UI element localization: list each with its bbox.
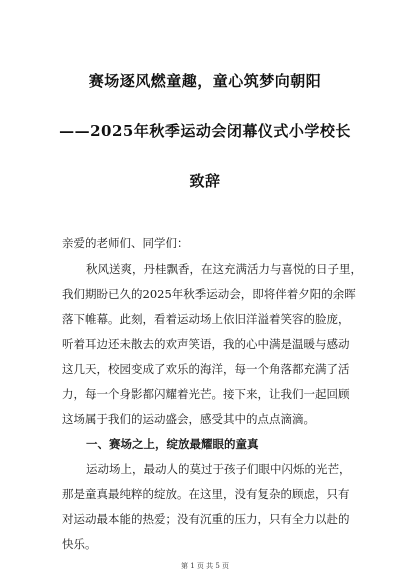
paragraph-2-line: 快乐。 xyxy=(62,537,97,551)
salutation: 亲爱的老师们、同学们： xyxy=(62,236,189,250)
document-subtitle-line-1: ——2025年秋季运动会闭幕仪式小学校长 xyxy=(59,122,351,140)
paragraph-1-line: 力，每一个身影都闪耀着光芒。接下来，让我们一起回顾 xyxy=(62,387,350,401)
paragraph-1-line: 我们期盼已久的2025年秋季运动会，即将伴着夕阳的余晖 xyxy=(62,287,356,301)
paragraph-1-line: 这几天，校园变成了欢乐的海洋，每一个角落都充满了活 xyxy=(62,362,350,376)
page-number-footer: 第 1 页 共 5 页 xyxy=(180,562,230,570)
paragraph-2-line: 对运动最本能的热爱；没有沉重的压力，只有全力以赴的 xyxy=(62,512,350,526)
document-title: 赛场逐风燃童趣，童心筑梦向朝阳 xyxy=(88,72,322,90)
paragraph-2-line: 那是童真最纯粹的绽放。在这里，没有复杂的顾虑，只有 xyxy=(62,487,350,501)
document-subtitle-line-2: 致辞 xyxy=(189,172,221,190)
section-heading: 一、赛场之上，绽放最耀眼的童真 xyxy=(86,437,259,451)
paragraph-1-line: 秋风送爽，丹桂飘香，在这充满活力与喜悦的日子里， xyxy=(86,262,362,276)
paragraph-1-line: 落下帷幕。此刻，看着运动场上依旧洋溢着笑容的脸庞， xyxy=(62,312,350,326)
paragraph-1-line: 听着耳边还未散去的欢声笑语，我的心中满是温暖与感动 xyxy=(62,337,350,351)
paragraph-2-line: 运动场上，最动人的莫过于孩子们眼中闪烁的光芒， xyxy=(86,462,351,476)
paragraph-1-line: 这场属于我们的运动盛会，感受其中的点点滴滴。 xyxy=(62,412,315,426)
